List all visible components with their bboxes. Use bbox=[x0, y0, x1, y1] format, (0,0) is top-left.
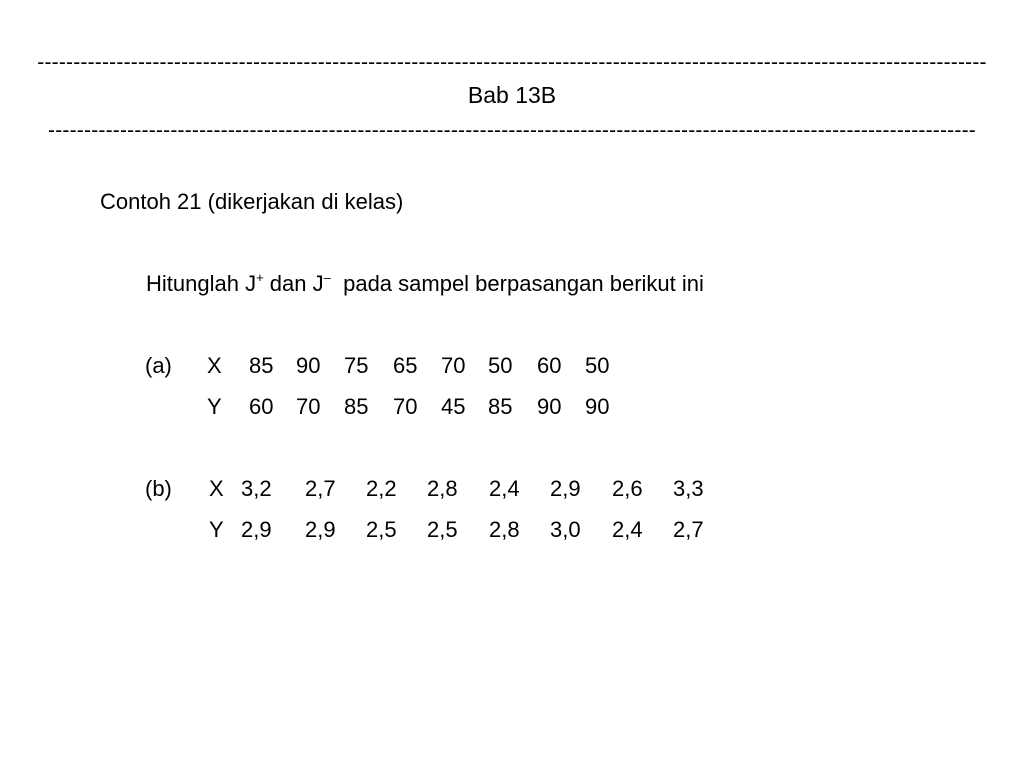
part-b-y-value: 3,0 bbox=[550, 517, 581, 542]
part-a-y-row bbox=[0, 396, 1024, 422]
part-b-y-row bbox=[0, 519, 1024, 545]
chapter-title: Bab 13B bbox=[467, 82, 557, 108]
instruction-middle: dan J bbox=[269, 271, 324, 296]
part-b-x-value: 2,2 bbox=[366, 476, 397, 501]
part-b-x-value: 3,3 bbox=[673, 476, 704, 501]
j-minus-superscript: – bbox=[323, 270, 331, 285]
part-b-y-value: 2,8 bbox=[489, 517, 520, 542]
part-a-y-value: 45 bbox=[441, 394, 466, 419]
part-b-x-row bbox=[0, 478, 1024, 504]
part-b-y-value: 2,4 bbox=[612, 517, 643, 542]
instruction-prefix: Hitunglah J bbox=[146, 271, 257, 296]
part-a-label: (a) bbox=[145, 353, 172, 378]
part-b-y-value: 2,9 bbox=[305, 517, 336, 542]
part-b-x-value: 2,8 bbox=[427, 476, 458, 501]
part-a-y-value: 70 bbox=[296, 394, 321, 419]
part-b-y-value: 2,9 bbox=[241, 517, 272, 542]
part-a-x-value: 85 bbox=[249, 353, 274, 378]
part-b-x-value: 2,4 bbox=[489, 476, 520, 501]
part-b-label: (b) bbox=[145, 476, 172, 501]
part-a-y-label: Y bbox=[207, 394, 222, 419]
part-a-x-value: 70 bbox=[441, 353, 466, 378]
part-b-x-label: X bbox=[209, 476, 224, 501]
part-a-y-value: 70 bbox=[393, 394, 418, 419]
part-a-x-label: X bbox=[207, 353, 222, 378]
part-a-y-value: 85 bbox=[344, 394, 369, 419]
j-plus-superscript: + bbox=[256, 270, 264, 285]
part-a-x-row bbox=[0, 355, 1024, 381]
part-a-y-value: 90 bbox=[585, 394, 610, 419]
example-title: Contoh 21 (dikerjakan di kelas) bbox=[100, 189, 404, 214]
part-b-y-label: Y bbox=[209, 517, 224, 542]
part-b-x-value: 3,2 bbox=[241, 476, 272, 501]
instruction-text bbox=[146, 270, 704, 296]
part-a-x-value: 75 bbox=[344, 353, 369, 378]
part-a-x-value: 60 bbox=[537, 353, 562, 378]
part-a-x-value: 50 bbox=[488, 353, 513, 378]
part-a-y-value: 60 bbox=[249, 394, 274, 419]
part-b-y-value: 2,7 bbox=[673, 517, 704, 542]
instruction-suffix: pada sampel berpasangan berikut ini bbox=[343, 271, 704, 296]
part-a-x-value: 65 bbox=[393, 353, 418, 378]
header-divider-bottom: --------------------------------------------------------------------------------------------------------------------------------- bbox=[48, 120, 976, 141]
part-a-y-value: 85 bbox=[488, 394, 513, 419]
part-b-x-value: 2,7 bbox=[305, 476, 336, 501]
part-a-x-value: 90 bbox=[296, 353, 321, 378]
part-b-y-value: 2,5 bbox=[366, 517, 397, 542]
part-b-y-value: 2,5 bbox=[427, 517, 458, 542]
part-b-x-value: 2,9 bbox=[550, 476, 581, 501]
part-a-x-value: 50 bbox=[585, 353, 610, 378]
header-divider-top: ------------------------------------------------------------------------------------------------------------------------------------ bbox=[37, 52, 987, 73]
part-b-x-value: 2,6 bbox=[612, 476, 643, 501]
part-a-y-value: 90 bbox=[537, 394, 562, 419]
